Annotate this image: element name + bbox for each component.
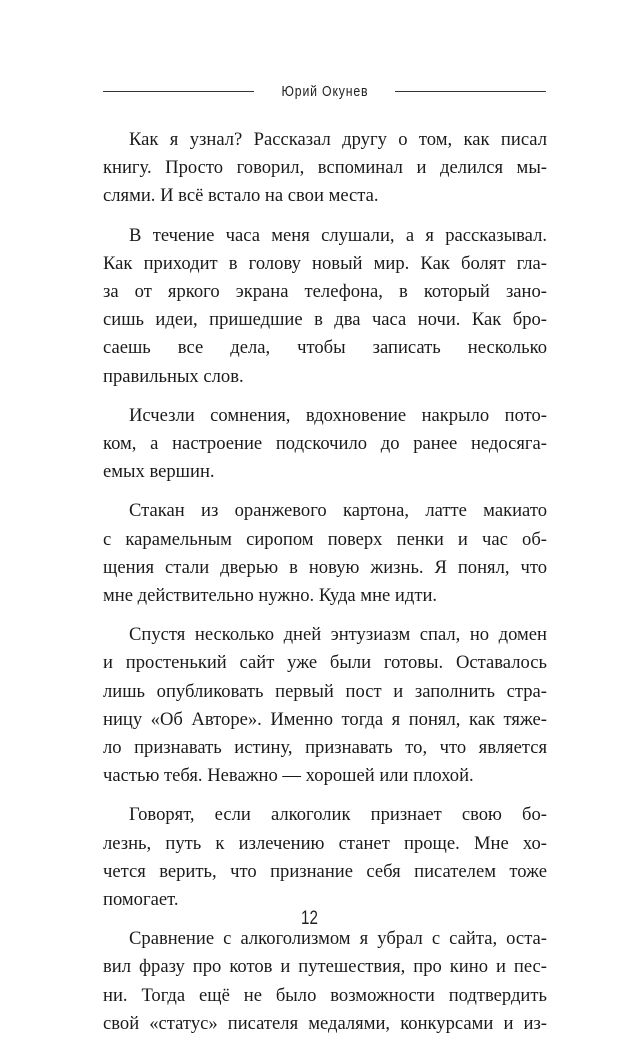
text-line: щения стали дверью в новую жизнь. Я понял, что (103, 556, 547, 578)
text-line: емых вершин. (103, 461, 215, 483)
paragraph (103, 621, 547, 790)
paragraph (103, 222, 547, 391)
text-line: книгу. Просто говорил, вспоминал и делился мы- (103, 157, 547, 179)
paragraph (103, 402, 547, 487)
text-line: Сравнение с алкоголизмом я убрал с сайта, оста- (129, 928, 547, 950)
text-line: ни. Тогда ещё не было возможности подтвердить (103, 984, 547, 1006)
text-line: В течение часа меня слушали, а я рассказывал. (129, 224, 547, 246)
header-rule-left (103, 91, 254, 92)
text-line: за от яркого экрана телефона, в который зано- (103, 281, 547, 303)
text-line: чется верить, что признание себя писателем тоже (103, 860, 547, 882)
paragraph (103, 126, 547, 211)
paragraph (103, 925, 547, 1038)
text-line: ком, а настроение подскочило до ранее недосяга- (103, 433, 547, 455)
header-rule-right (395, 91, 546, 92)
text-line: Исчезли сомнения, вдохновение накрыло пото- (129, 404, 547, 426)
text-line: Говорят, если алкоголик признает свою бо- (129, 804, 547, 826)
running-head (103, 80, 546, 102)
text-line: правильных слов. (103, 365, 244, 387)
text-line: свой «статус» писателя медалями, конкурсами и из- (103, 1012, 547, 1034)
paragraph (103, 497, 547, 610)
text-line: мне действительно нужно. Куда мне идти. (103, 585, 438, 607)
text-line: с карамельным сиропом поверх пенки и час об- (103, 528, 547, 550)
text-line: и простенький сайт уже были готовы. Оставалось (103, 652, 547, 674)
text-line: помогает. (103, 889, 179, 911)
text-line: саешь все дела, чтобы записать несколько (103, 337, 547, 359)
text-line: вил фразу про котов и путешествия, про кино и пес- (103, 956, 547, 978)
text-line: ницу «Об Авторе». Именно тогда я понял, как тяже- (103, 708, 547, 730)
text-line: Как я узнал? Рассказал другу о том, как писал (129, 129, 547, 150)
author-name: Юрий Окунев (281, 82, 368, 100)
text-line: Стакан из оранжевого картона, латте макиато (129, 500, 547, 522)
text-line: ло признавать истину, признавать то, что является (103, 737, 547, 759)
text-line: Как приходит в голову новый мир. Как болят гла- (103, 252, 547, 274)
text-line: лишь опубликовать первый пост и заполнить стра- (103, 680, 547, 702)
text-line: лезнь, путь к излечению станет проще. Мне хо- (103, 832, 547, 854)
page-number: 12 (301, 908, 318, 929)
paragraph (103, 801, 547, 914)
text-line: слями. И всё встало на свои места. (103, 185, 379, 207)
text-line: Спустя несколько дней энтузиазм спал, но домен (129, 624, 547, 646)
text-line: частью тебя. Неважно — хорошей или плохой. (103, 765, 474, 787)
text-line: сишь идеи, пришедшие в два часа ночи. Как бро- (103, 309, 547, 331)
